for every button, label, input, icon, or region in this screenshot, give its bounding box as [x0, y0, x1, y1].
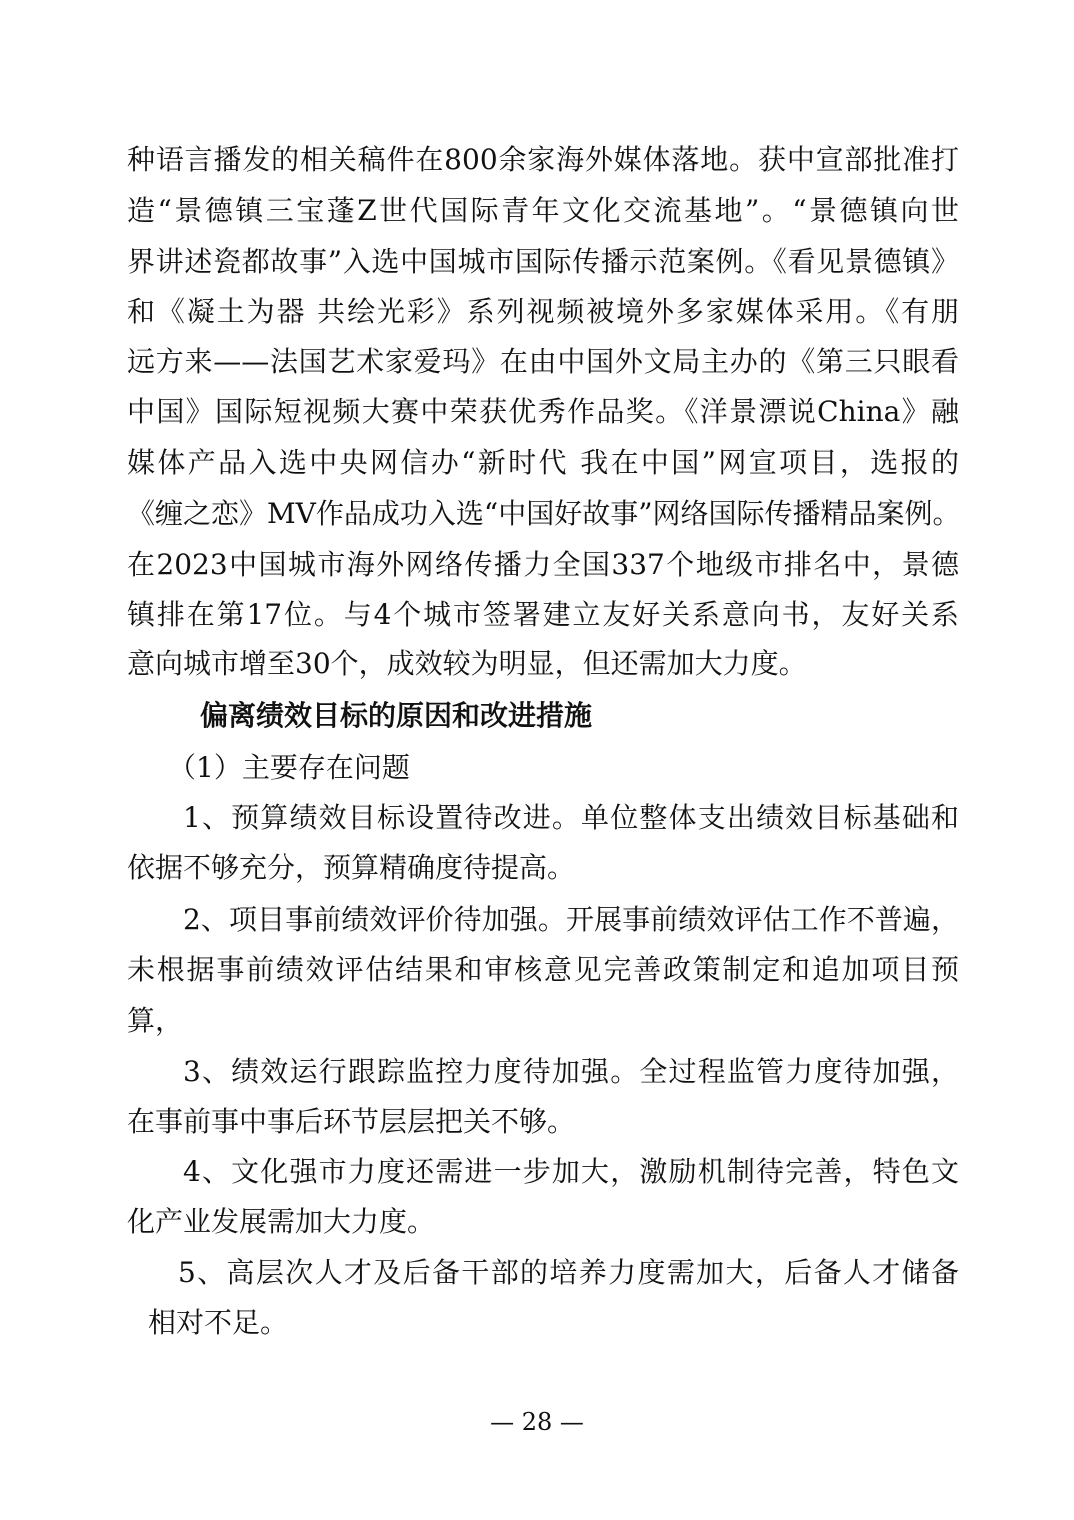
- issue-line: 4、文化强市力度还需进一步加大，激励机制待完善，特色文: [183, 1155, 959, 1188]
- body-line: 在2023中国城市海外网络传播力全国337个地级市排名中，景德: [127, 548, 959, 581]
- body-line: 种语言播发的相关稿件在800余家海外媒体落地。获中宣部批准打: [127, 143, 959, 176]
- page-number: — 28 —: [490, 1408, 584, 1436]
- body-line: 镇排在第17位。与4个城市签署建立友好关系意向书，友好关系: [127, 598, 959, 631]
- body-line: 中国》国际短视频大赛中荣获优秀作品奖。《洋景漂说China》融: [127, 395, 959, 428]
- issue-line: 2、项目事前绩效评价待加强。开展事前绩效评估工作不普遍，: [183, 903, 959, 936]
- issue-line: 相对不足。: [148, 1306, 289, 1339]
- issue-line: 3、绩效运行跟踪监控力度待加强。全过程监管力度待加强，: [183, 1055, 959, 1088]
- body-line: 媒体产品入选中央网信办“新时代 我在中国”网宣项目，选报的: [127, 446, 959, 479]
- body-line: 和《凝土为器 共绘光彩》系列视频被境外多家媒体采用。《有朋: [127, 295, 959, 328]
- body-line: 造“景德镇三宝蓬Z世代国际青年文化交流基地”。“景德镇向世: [127, 194, 959, 227]
- issue-line: 算，: [127, 1004, 184, 1037]
- body-line: 远方来——法国艺术家爱玛》在由中国外文局主办的《第三只眼看: [127, 345, 959, 378]
- issue-line: 未根据事前绩效评估结果和审核意见完善政策制定和追加项目预: [127, 953, 959, 986]
- body-line: 界讲述瓷都故事”入选中国城市国际传播示范案例。《看见景德镇》: [127, 245, 959, 278]
- issue-line: 依据不够充分，预算精确度待提高。: [127, 851, 576, 884]
- issue-line: 5、高层次人才及后备干部的培养力度需加大，后备人才储备: [178, 1256, 959, 1289]
- body-line: 《缠之恋》MV作品成功入选“中国好故事”网络国际传播精品案例。: [127, 497, 961, 530]
- body-line: 意向城市增至30个，成效较为明显，但还需加大力度。: [127, 647, 807, 680]
- subheading: （1）主要存在问题: [168, 751, 410, 784]
- section-heading: 偏离绩效目标的原因和改进措施: [200, 699, 593, 732]
- issue-line: 1、预算绩效目标设置待改进。单位整体支出绩效目标基础和: [183, 801, 959, 834]
- issue-line: 化产业发展需加大力度。: [127, 1205, 436, 1238]
- issue-line: 在事前事中事后环节层层把关不够。: [127, 1105, 576, 1138]
